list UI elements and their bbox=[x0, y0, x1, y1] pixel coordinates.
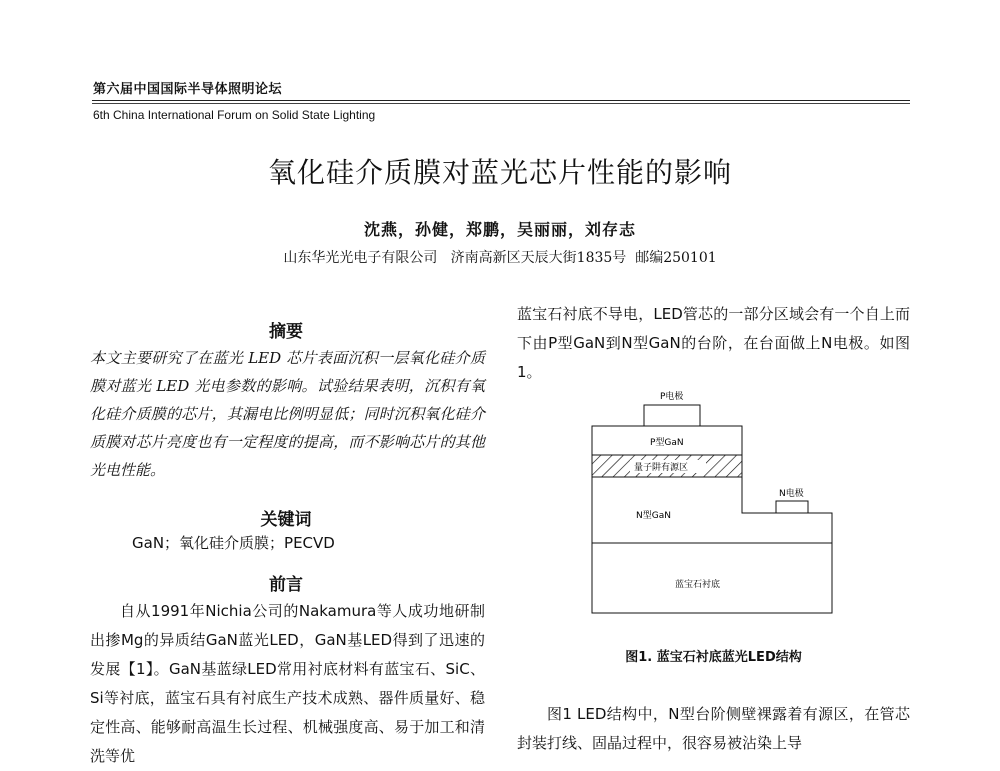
abstract-heading: 摘要 bbox=[269, 322, 303, 342]
right-column-paragraph-2: 图1 LED结构中，N型台阶侧壁裸露着有源区，在管芯封装打线、固晶过程中，很容易被沾染上导 bbox=[517, 705, 910, 752]
header-rule-thin bbox=[92, 103, 910, 104]
n-gan-label: N型GaN bbox=[636, 511, 671, 521]
conference-title-cn: 第六届中国国际半导体照明论坛 bbox=[93, 82, 283, 97]
figure-caption: 图1. 蓝宝石衬底蓝光LED结构 bbox=[625, 650, 802, 665]
sapphire-substrate bbox=[592, 543, 832, 613]
abstract-text: 本文主要研究了在蓝光 LED 芯片表面沉积一层氧化硅介质膜对蓝光 LED 光电参数的影响。试验结果表明，沉积有氧化硅介质膜的芯片，其漏电比例明显低；同时沉积氧化硅介质膜对芯片亮度也有一定程度的提高，而不影响芯片的其他光电性能。 bbox=[90, 349, 485, 479]
keywords-text: GaN；氧化硅介质膜；PECVD bbox=[132, 534, 335, 552]
intro-paragraph: 自从1991年Nichia公司的Nakamura等人成功地研制出掺Mg的异质结GaN蓝光LED，GaN基LED得到了迅速的发展【1】。GaN基蓝绿LED常用衬底材料有蓝宝石、SiC、Si等衬底，蓝宝石具有衬底生产技术成熟、器件质量好、稳定性高、能够耐高温生长过程、机械强度高、易于加工和清洗等优 bbox=[90, 602, 485, 765]
n-electrode bbox=[776, 501, 808, 513]
quantum-well-label: 量子阱有源区 bbox=[634, 463, 689, 473]
keywords-heading: 关键词 bbox=[260, 510, 312, 530]
p-electrode bbox=[644, 405, 700, 426]
intro-heading: 前言 bbox=[269, 575, 303, 595]
paper-title: 氧化硅介质膜对蓝光芯片性能的影响 bbox=[267, 156, 732, 189]
paper-authors: 沈燕，孙健，郑鹏，吴丽丽，刘存志 bbox=[363, 220, 636, 239]
header-rule bbox=[92, 100, 910, 101]
n-electrode-label: N电极 bbox=[779, 489, 804, 499]
p-electrode-label: P电极 bbox=[660, 392, 684, 402]
p-gan-label: P型GaN bbox=[650, 438, 684, 448]
right-column-paragraph-1: 蓝宝石衬底不导电，LED管芯的一部分区域会有一个自上而下由P型GaN到N型GaN的台阶，在台面做上N电极。如图1。 bbox=[517, 305, 910, 381]
intro-body bbox=[90, 597, 485, 771]
paper-affiliation: 山东华光光电子有限公司 济南高新区天辰大街1835号 邮编250101 bbox=[283, 250, 717, 266]
led-structure-figure bbox=[580, 385, 845, 635]
conference-title-en: 6th China International Forum on Solid State Lighting bbox=[93, 108, 376, 122]
substrate-label: 蓝宝石衬底 bbox=[675, 580, 721, 590]
